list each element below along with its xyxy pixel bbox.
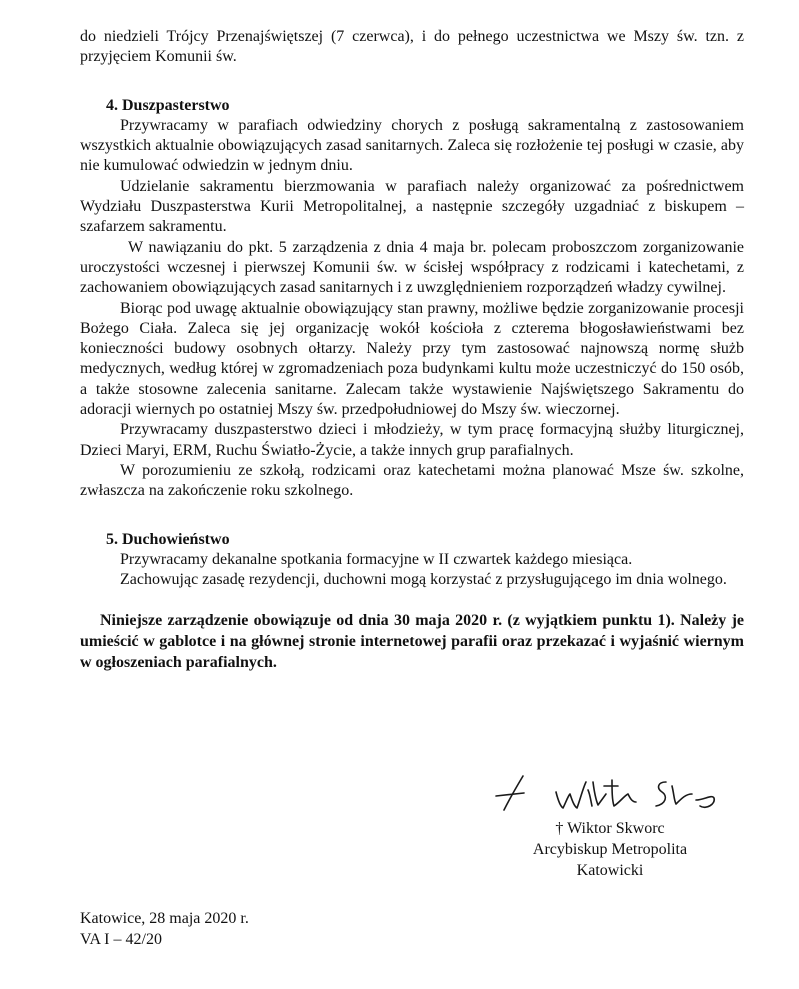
signatory-name: † Wiktor Skworc	[555, 820, 665, 837]
section-4-paragraph: Przywracamy w parafiach odwiedziny chorych z posługą sakramentalną z zastosowaniem wszystkich aktualnie obowiązujących zasad sanitarnych. Zaleca się rozłożenie tej posługi w czasie, aby nie kumulować odwiedzin w jednym dniu.	[80, 116, 744, 175]
signatory-city: Katowicki	[576, 862, 644, 879]
signatory-title: Arcybiskup Metropolita	[532, 841, 688, 858]
section-4-paragraph: W nawiązaniu do pkt. 5 zarządzenia z dnia 4 maja br. polecam proboszczom zorganizowanie uroczystości wczesnej i pierwszej Komunii św. w ścisłej współpracy z rodzicami i katechetami, z zachowaniem obowiązujących zasad sanitarnych i z uwzględnieniem rozporządzeń władzy cywilnej.	[80, 238, 744, 297]
section-5-heading: 5. Duchowieństwo	[106, 530, 230, 548]
section-4-heading: 4. Duszpasterstwo	[106, 96, 230, 114]
spacer	[80, 68, 744, 96]
spacer	[80, 590, 744, 610]
document-footer	[80, 908, 249, 950]
section-4-paragraph: Udzielanie sakramentu bierzmowania w parafiach należy organizować za pośrednictwem Wydziału Duszpasterstwa Kurii Metropolitalnej, a następnie szczegóły uzgadniać z biskupem – szafarzem sakramentu.	[80, 177, 744, 236]
intro-paragraph: do niedzieli Trójcy Przenajświętszej (7 czerwca), i do pełnego uczestnictwa we Mszy św. tzn. z przyjęciem Komunii św.	[80, 28, 744, 66]
signature-block	[460, 772, 760, 881]
section-5-paragraph: Zachowując zasadę rezydencji, duchowni mogą korzystać z przysługującego im dnia wolnego.	[120, 571, 727, 589]
section-4-paragraph: W porozumieniu ze szkołą, rodzicami oraz katechetami można planować Msze św. szkolne, zwłaszcza na zakończenie roku szkolnego.	[80, 461, 744, 500]
handwritten-signature	[490, 772, 730, 818]
place-and-date: Katowice, 28 maja 2020 r.	[80, 910, 249, 927]
document-reference: VA I – 42/20	[80, 931, 162, 948]
section-4-paragraph: Przywracamy duszpasterstwo dzieci i młodzieży, w tym pracę formacyjną służby liturgicznej, Dzieci Maryi, ERM, Ruchu Światło-Życie, a także innych grup parafialnych.	[80, 421, 744, 459]
document-body	[80, 27, 744, 673]
closing-statement: Niniejsze zarządzenie obowiązuje od dnia 30 maja 2020 r. (z wyjątkiem punktu 1). Należy je umieścić w gablotce i na głównej stronie internetowej parafii oraz przekazać i wyjaśnić wiernym w ogłoszeniach parafialnych.	[80, 612, 744, 672]
spacer	[80, 502, 744, 530]
section-5-paragraph: Przywracamy dekanalne spotkania formacyjne w II czwartek każdego miesiąca.	[120, 550, 633, 568]
section-4-paragraph: Biorąc pod uwagę aktualnie obowiązujący stan prawny, możliwe będzie zorganizowanie procesji Bożego Ciała. Zaleca się jej organizację wokół kościoła z czterema błogosławieństwami bez konieczności budowy osobnych ołtarzy. Należy przy tym zastosować najnowszą normę służb medycznych, według której w zgromadzeniach poza budynkami kultu może uczestniczyć do 150 osób, a także stosowne zalecenia sanitarne. Zalecam także wystawienie Najświętszego Sakramentu do adoracji wiernych po ostatniej Mszy św. przedpołudniowej do Mszy św. wieczornej.	[80, 299, 744, 419]
